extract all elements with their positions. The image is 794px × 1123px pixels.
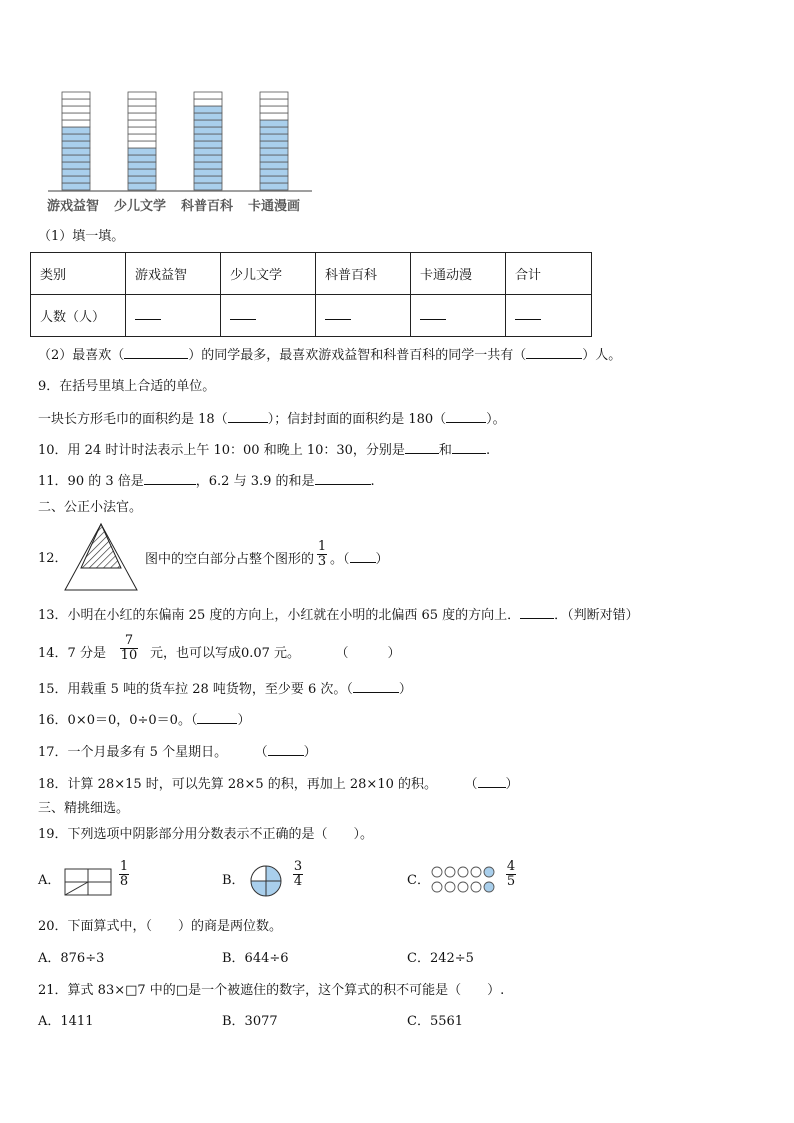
bar-cell [260,148,288,155]
q9-title: 9．在括号里填上合适的单位。 [38,379,216,394]
q16: 16．0×0＝0，0÷0＝0。（ ） [38,713,251,728]
bar-cell [260,141,288,148]
q9-body: 一块长方形毛巾的面积约是 18（ ）；信封封面的面积约是 180（ ）。 [38,412,506,427]
circle-mark [445,882,455,892]
bar-cell [62,148,90,155]
bar-cell [62,113,90,120]
chart-category-label: 少儿文学 [114,199,167,214]
bar-cell [128,169,156,176]
bar-cell [194,162,222,169]
answer-blank[interactable] [221,295,316,337]
bar-cell [194,127,222,134]
survey-table [30,252,592,337]
circle-mark [445,867,455,877]
bar-cell [260,162,288,169]
circle-mark [458,882,468,892]
answer-blank[interactable] [316,295,411,337]
q13: 13．小明在小红的东偏南 25 度的方向上，小红就在小明的北偏西 65 度的方向上． ．（判断对错） [38,608,639,623]
q12-body: 图中的空白部分占整个图形的 $\frac{1}{3}$ 。（ ） [145,539,389,569]
table-header-cell: 合计 [506,253,592,295]
bar-cell [128,176,156,183]
q20-title: 20．下面算式中，（ ）的商是两位数。 [38,919,283,934]
bar-cell [62,169,90,176]
answer-paren[interactable]: （ ） [342,646,401,661]
q21-option-c[interactable]: C．5561 [407,1014,464,1029]
bar-cell [128,113,156,120]
bar-cell [62,176,90,183]
answer-blank[interactable] [126,295,221,337]
bar-cell [194,106,222,113]
bar-cell [260,127,288,134]
q19-option-b-fraction: 3 4 [293,859,303,889]
fraction: $\frac{7}{10}$ [120,633,138,663]
circle-mark [471,882,481,892]
bar-cell [62,183,90,190]
answer-blank[interactable] [405,441,439,454]
answer-blank[interactable] [350,550,376,563]
circle-mark [471,867,481,877]
bar-cell [128,106,156,113]
bar-cell [62,134,90,141]
q15: 15．用载重 5 吨的货车拉 28 吨货物，至少要 6 次。（ ） [38,682,412,697]
answer-blank[interactable] [446,410,486,423]
answer-blank[interactable] [315,472,371,485]
fraction: $\frac{1}{3}$ [317,539,327,569]
answer-blank[interactable] [124,346,188,359]
q21-option-b[interactable]: B．3077 [222,1014,278,1029]
chart-category-label: 游戏益智 [47,199,100,214]
bar-cell [260,113,288,120]
bar-cell [62,127,90,134]
bar-cell [128,134,156,141]
bar-cell [194,176,222,183]
answer-blank[interactable] [197,711,237,724]
q19-option-c-fraction: 4 5 [506,859,516,889]
q20-option-c[interactable]: C．242÷5 [407,951,474,966]
table-header-cell: 卡通动漫 [411,253,506,295]
q17: 17．一个月最多有 5 个星期日。 （ ） [38,745,317,760]
table-row-label: 人数（人） [31,295,126,337]
q19-title: 19．下列选项中阴影部分用分数表示不正确的是（ ）。 [38,827,374,842]
answer-blank[interactable] [353,680,399,693]
table-header-cell: 科普百科 [316,253,411,295]
circles-shaded-figure [431,864,499,896]
rectangle-shaded-figure [64,868,112,896]
bar-cell [194,183,222,190]
bar-cell [62,106,90,113]
q8-part1-label: （1）填一填。 [38,229,125,244]
bar-cell [194,169,222,176]
q11: 11．90 的 3 倍是 ，6.2 与 3.9 的和是 . [38,474,375,489]
bar-cell [260,120,288,127]
striped-triangle-figure [64,522,140,594]
q19-option-b[interactable]: B． [222,873,245,888]
bar-cell [260,183,288,190]
q21-option-a[interactable]: A．1411 [38,1014,94,1029]
section-2-heading: 二、公正小法官。 [38,500,143,515]
circle-mark [432,867,442,877]
bar-cell [194,120,222,127]
answer-blank[interactable] [268,743,304,756]
bar-cell [128,162,156,169]
q12-number: 12． [38,551,68,566]
bar-cell [62,99,90,106]
q8-part2: （2）最喜欢（ ）的同学最多，最喜欢游戏益智和科普百科的同学一共有（ ）人。 [38,348,622,363]
bar-cell [62,162,90,169]
bar-cell [260,106,288,113]
bar-cell [128,127,156,134]
q10: 10．用 24 时计时法表示上午 10：00 和晚上 10：30，分别是 和 . [38,443,491,458]
q20-option-a[interactable]: A．876÷3 [38,951,105,966]
answer-blank[interactable] [228,410,268,423]
bar-cell [128,99,156,106]
bar-cell [128,183,156,190]
bar-cell [260,92,288,99]
chart-category-label: 科普百科 [181,199,234,214]
circle-mark [484,867,494,877]
section-3-heading: 三、精挑细选。 [38,801,130,816]
bar-cell [260,99,288,106]
table-header-cell: 游戏益智 [126,253,221,295]
circle-mark [432,882,442,892]
bar-cell [194,92,222,99]
bar-cell [260,169,288,176]
bar-cell [260,176,288,183]
circle-mark [458,867,468,877]
chart-category-label: 卡通漫画 [248,199,301,214]
answer-blank[interactable] [478,775,506,788]
q18: 18．计算 28×15 时，可以先算 28×5 的积，再加上 28×10 的积。 （ ） [38,777,519,792]
q20-option-b[interactable]: B．644÷6 [222,951,289,966]
answer-blank[interactable] [506,295,592,337]
answer-blank[interactable] [526,346,582,359]
q19-option-a-fraction: 1 8 [119,859,129,889]
bar-cell [194,155,222,162]
answer-blank[interactable] [452,441,486,454]
bar-cell [194,134,222,141]
bar-cell [62,155,90,162]
circle-shaded-figure [249,864,283,898]
bar-cell [128,148,156,155]
bar-cell [194,99,222,106]
bar-cell [62,120,90,127]
bar-cell [62,141,90,148]
bar-cell [128,155,156,162]
table-header-cell: 少儿文学 [221,253,316,295]
bar-cell [194,113,222,120]
q14: 14．7 分是 $\frac{7}{10}$ 元，也可以写成0.07 元。 （ ） [38,633,401,663]
q19-option-c[interactable]: C． [407,873,430,888]
bar-cell [194,148,222,155]
answer-blank[interactable] [144,472,196,485]
bar-cell [194,141,222,148]
bar-cell [128,92,156,99]
answer-blank[interactable] [520,606,554,619]
bar-cell [128,141,156,148]
answer-blank[interactable] [411,295,506,337]
bar-cell [62,92,90,99]
q21-title: 21．算式 83×□7 中的□是一个被遮住的数字，这个算式的积不可能是（ ）. [38,983,505,998]
circle-mark [484,882,494,892]
q19-option-a[interactable]: A． [38,873,61,888]
bar-cell [128,120,156,127]
bar-cell [260,155,288,162]
bar-cell [260,134,288,141]
table-header-cell: 类别 [31,253,126,295]
